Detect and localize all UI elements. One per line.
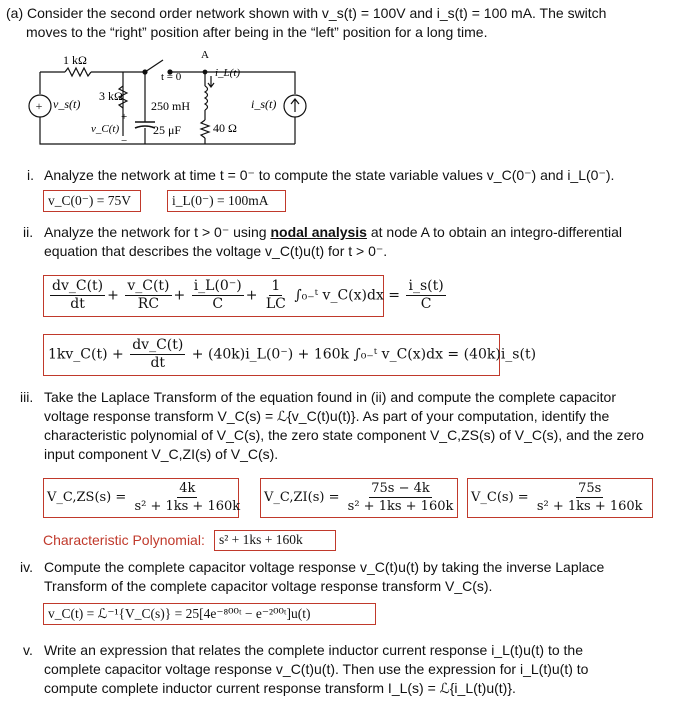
answer-il0: i_L(0⁻) = 100mA bbox=[167, 190, 286, 212]
eq2-a: 1kv_C(t) + bbox=[48, 346, 124, 363]
vczs-den: s² + 1ks + 160k bbox=[134, 499, 241, 514]
part-i-num: i. bbox=[27, 167, 34, 183]
part-ii-text-a: Analyze the network for t > 0⁻ using bbox=[44, 224, 267, 240]
part-v-num: v. bbox=[23, 642, 33, 658]
vc-num: 75s bbox=[578, 481, 602, 496]
part-iii-num: iii. bbox=[20, 389, 34, 405]
r3-label: 40 Ω bbox=[213, 121, 237, 135]
eq1-f2n: v_C(t) bbox=[127, 278, 170, 294]
eq1-f1n: dv_C(t) bbox=[52, 278, 104, 294]
eq2-fn: dv_C(t) bbox=[132, 337, 184, 353]
eq1-f4n: 1 bbox=[271, 278, 281, 294]
switch-time-label: t = 0 bbox=[161, 71, 182, 83]
part-iv-line-1: Compute the complete capacitor voltage response v_C(t)u(t) by taking the inverse Laplace bbox=[44, 559, 605, 575]
part-iv-num: iv. bbox=[20, 559, 33, 575]
vs-label: v_s(t) bbox=[53, 97, 81, 111]
vc-den: s² + 1ks + 160k bbox=[536, 499, 643, 514]
vc-box bbox=[467, 478, 653, 518]
part-v-line-2: complete capacitor voltage response v_C(t)u(t). Then use the expression for i_L(t)u(t) to bbox=[44, 661, 589, 677]
vc-lhs: V_C(s) = bbox=[471, 490, 529, 505]
eq1-integral: ∫₀₋ᵗ v_C(x)dx = bbox=[294, 287, 401, 304]
char-poly-value: s² + 1ks + 160k bbox=[214, 530, 336, 551]
part-iii-line-2: voltage response transform V_C(s) = ℒ{v_C(t)u(t)}. As part of your computation, identify the bbox=[44, 408, 610, 424]
eq1-f3n: i_L(0⁻) bbox=[193, 278, 242, 294]
eq2-b: + (40k)i_L(0⁻) + 160k ∫₀₋ᵗ v_C(x)dx = (40k)i_s(t) bbox=[191, 346, 537, 363]
vczi-box bbox=[260, 478, 458, 518]
resistor-1k bbox=[65, 68, 91, 76]
part-ii-num: ii. bbox=[23, 224, 34, 240]
vc-label: v_C(t) bbox=[91, 123, 120, 135]
circuit-diagram bbox=[25, 46, 325, 158]
is-label: i_s(t) bbox=[251, 97, 277, 111]
capacitor-label: 25 μF bbox=[153, 123, 182, 137]
char-poly-label: Characteristic Polynomial: bbox=[43, 532, 205, 548]
part-iii-line-1: Take the Laplace Transform of the equation found in (ii) and compute the complete capacitor bbox=[44, 389, 617, 405]
vc-minus: − bbox=[121, 135, 128, 147]
intro-line-2: moves to the “right” position after being in the “left” position for a long time. bbox=[26, 24, 488, 40]
intro-line-1: (a) Consider the second order network shown with v_s(t) = 100V and i_s(t) = 100 mA. The switch bbox=[6, 5, 607, 21]
eq1-f2d: RC bbox=[137, 296, 160, 312]
vczi-num: 75s − 4k bbox=[371, 481, 430, 496]
vc-plus: + bbox=[121, 111, 128, 123]
part-ii-text bbox=[44, 222, 622, 242]
vczi-den: s² + 1ks + 160k bbox=[347, 499, 454, 514]
vczs-lhs: V_C,ZS(s) = bbox=[47, 490, 127, 505]
vczs-num: 4k bbox=[179, 481, 196, 496]
part-iv-line-2: Transform of the complete capacitor voltage response transform V_C(s). bbox=[44, 578, 493, 594]
part-iii-line-4: input component V_C,ZI(s) of V_C(s). bbox=[44, 446, 279, 462]
eq1-f5d: C bbox=[420, 296, 432, 312]
vczs-box bbox=[43, 478, 239, 518]
part-ii-text-2: equation that describes the voltage v_C(t)u(t) for t > 0⁻. bbox=[44, 243, 388, 259]
eq1-f4d: LC bbox=[265, 296, 286, 312]
r1-label: 1 kΩ bbox=[63, 53, 87, 67]
r2-label: 3 kΩ bbox=[99, 89, 123, 103]
eq1-box: $\frac{dv\_C(t)}{dt}$ + $\frac{v\_C(t)}{RC}$ + $\frac{i\_L(0^-)}{C}$ + $\frac{1}{LC}$ ∫₀₋ᵗ v_C(x)dx = $\frac{i\_s(t)}{C}$ bbox=[43, 275, 384, 317]
part-iii-line-3: characteristic polynomial of V_C(s), the zero state component V_C,ZS(s) of V_C(s), and the zero bbox=[44, 427, 644, 443]
answer-vc0: v_C(0⁻) = 75V bbox=[43, 190, 141, 212]
inductor bbox=[205, 86, 208, 110]
eq1-f3d: C bbox=[212, 296, 224, 312]
eq2-box bbox=[43, 334, 537, 376]
eq1-f5n: i_s(t) bbox=[408, 278, 444, 294]
part-i-text: Analyze the network at time t = 0⁻ to compute the state variable values v_C(0⁻) and i_L(0⁻). bbox=[44, 167, 615, 183]
vczi-lhs: V_C,ZI(s) = bbox=[264, 490, 340, 505]
eq2-fd: dt bbox=[150, 355, 166, 371]
svg-text:+: + bbox=[35, 99, 43, 113]
il-label: i_L(t) bbox=[215, 67, 241, 79]
part-v-line-3: compute complete inductor current response transform I_L(s) = ℒ{i_L(t)u(t)}. bbox=[44, 680, 516, 696]
answer-vct: v_C(t) = ℒ⁻¹{V_C(s)} = 25[4e⁻⁸⁰⁰ᵗ − e⁻²⁰⁰ᵗ]u(t) bbox=[43, 603, 376, 625]
nodal-analysis-term: nodal analysis bbox=[270, 224, 367, 240]
part-v-line-1: Write an expression that relates the complete inductor current response i_L(t)u(t) to the bbox=[44, 642, 584, 658]
inductor-label: 250 mH bbox=[151, 99, 190, 113]
part-ii-text-c: at node A to obtain an integro-differential bbox=[370, 224, 622, 240]
node-label: A bbox=[201, 49, 209, 61]
eq1-f1d: dt bbox=[70, 296, 85, 312]
